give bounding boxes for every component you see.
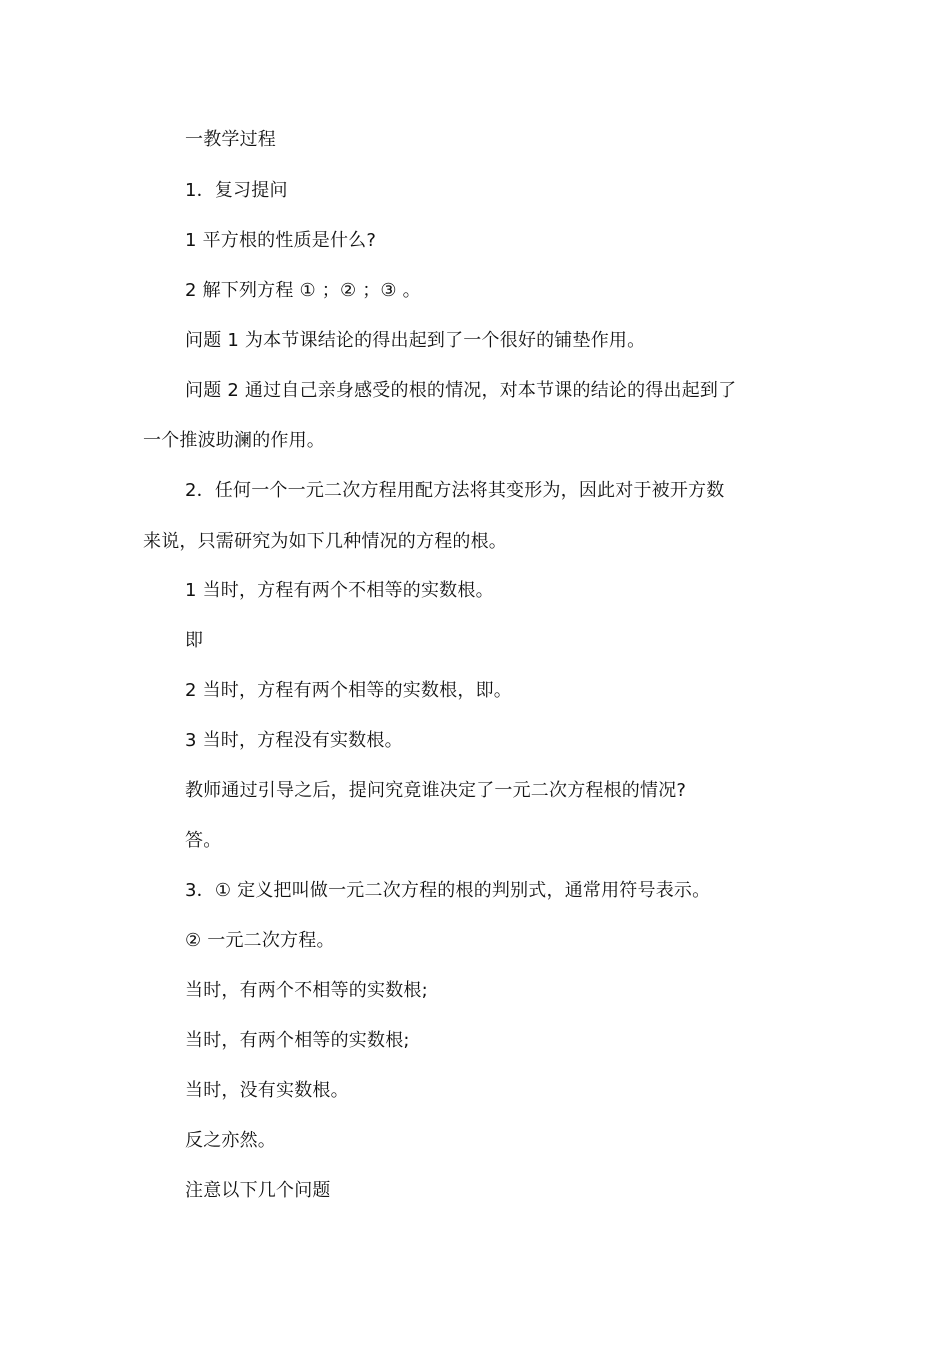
paragraph-text: 注意以下几个问题 [185,1180,331,1201]
paragraph-text: 当时，有两个不相等的实数根; [185,980,428,1001]
section-heading: 一教学过程 [185,129,276,150]
answer-text: 答。 [185,830,222,851]
subsection-review-questions: 1．复习提问 [185,180,288,201]
paragraph-text: ② 一元二次方程。 [185,930,335,951]
subsection-discriminant: 3．① 定义把叫做一元二次方程的根的判别式，通常用符号表示。 [185,880,711,901]
question-1: 1 平方根的性质是什么? [185,230,377,251]
case-1: 1 当时，方程有两个不相等的实数根。 [185,580,494,601]
paragraph-text: 当时，有两个相等的实数根; [185,1030,410,1051]
paragraph-continuation: 一个推波助澜的作用。 [143,430,325,451]
paragraph-text: 当时，没有实数根。 [185,1080,349,1101]
paragraph-continuation: 来说，只需研究为如下几种情况的方程的根。 [143,531,507,552]
paragraph-text: 教师通过引导之后，提问究竟谁决定了一元二次方程根的情况? [185,780,687,801]
paragraph-text: 即 [185,630,204,651]
question-2: 2 解下列方程 ① ；② ；③ 。 [185,280,421,301]
case-2: 2 当时，方程有两个相等的实数根，即。 [185,680,512,701]
paragraph-text: 反之亦然。 [185,1130,276,1151]
paragraph-text: 问题 1 为本节课结论的得出起到了一个很好的铺垫作用。 [185,330,646,351]
subsection-completing-square: 2．任何一个一元二次方程用配方法将其变形为，因此对于被开方数 [185,480,725,501]
paragraph-text: 问题 2 通过自己亲身感受的根的情况，对本节课的结论的得出起到了 [185,380,737,401]
case-3: 3 当时，方程没有实数根。 [185,730,403,751]
